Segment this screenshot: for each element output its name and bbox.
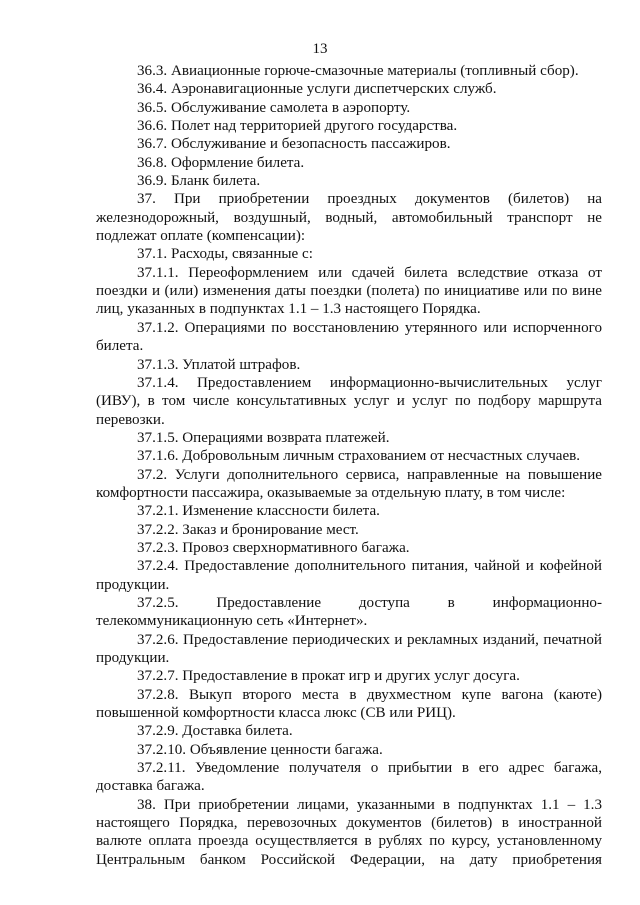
paragraph-37-2-10: 37.2.10. Объявление ценности багажа. bbox=[137, 741, 383, 758]
paragraph-37-2-6: 37.2.6. Предоставление периодических и рекламных изданий, печатной продукции. bbox=[96, 631, 602, 666]
paragraph-37-2: 37.2. Услуги дополнительного сервиса, направленные на повышение комфортности пассажира, оказываемые за отдельную плату, в том числе: bbox=[96, 466, 602, 501]
paragraph-37-2-7: 37.2.7. Предоставление в прокат игр и других услуг досуга. bbox=[137, 668, 520, 685]
paragraph-37-2-8: 37.2.8. Выкуп второго места в двухместном купе вагона (каюте) повышенной комфортности класса люкс (СВ или РИЦ). bbox=[96, 686, 602, 722]
paragraph-37-1-3: 37.1.3. Уплатой штрафов. bbox=[137, 356, 301, 373]
paragraph-37-1-6: 37.1.6. Добровольным личным страхованием от несчастных случаев. bbox=[137, 448, 581, 465]
paragraph-37: 37. При приобретении проездных документов (билетов) на железнодорожный, воздушный, водный, автомобильный транспорт не подлежат оплате (компенсации): bbox=[96, 191, 602, 245]
paragraph-37-2-2: 37.2.2. Заказ и бронирование мест. bbox=[137, 521, 359, 538]
paragraph-38: 38. При приобретении лицами, указанными в подпунктах 1.1 – 1.3 настоящего Порядка, перевозочных документов (билетов) в иностранной валюте оплата проезда осуществляется в рублях по курсу, установленному Центральным банком Российской Федерации, на дату приобретения bbox=[96, 796, 602, 868]
paragraph-37-2-1: 37.2.1. Изменение классности билета. bbox=[137, 503, 380, 520]
paragraph-37-2-4: 37.2.4. Предоставление дополнительного питания, чайной и кофейной продукции. bbox=[96, 558, 602, 593]
paragraph-36-3: 36.3. Авиационные горюче-смазочные материалы (топливный сбор). bbox=[137, 63, 579, 79]
paragraph-36-6: 36.6. Полет над территорией другого государства. bbox=[137, 118, 458, 135]
paragraph-36-4: 36.4. Аэронавигационные услуги диспетчерских служб. bbox=[137, 81, 497, 98]
paragraph-36-5: 36.5. Обслуживание самолета в аэропорту. bbox=[137, 99, 411, 116]
paragraph-36-9: 36.9. Бланк билета. bbox=[137, 173, 261, 190]
paragraph-37-1-4: 37.1.4. Предоставлением информационно-вычислительных услуг (ИВУ), в том числе консультативных услуг и услуг по подбору маршрута перевозки. bbox=[96, 374, 602, 428]
paragraph-37-1-5: 37.1.5. Операциями возврата платежей. bbox=[137, 429, 390, 446]
paragraph-37-2-9: 37.2.9. Доставка билета. bbox=[137, 723, 293, 740]
paragraph-37-1: 37.1. Расходы, связанные с: bbox=[137, 246, 313, 263]
document-body bbox=[96, 62, 602, 869]
paragraph-37-2-11: 37.2.11. Уведомление получателя о прибытии в его адрес багажа, доставка багажа. bbox=[96, 760, 602, 795]
paragraph-37-2-5: 37.2.5. Предоставление доступа в информационно-телекоммуникационную сеть «Интернет». bbox=[96, 594, 602, 630]
paragraph-36-8: 36.8. Оформление билета. bbox=[137, 154, 305, 171]
paragraph-37-2-3: 37.2.3. Провоз сверхнормативного багажа. bbox=[137, 539, 410, 556]
paragraph-37-1-2: 37.1.2. Операциями по восстановлению утерянного или испорченного билета. bbox=[96, 319, 602, 355]
page-number: 13 bbox=[312, 41, 328, 57]
paragraph-37-1-1: 37.1.1. Переоформлением или сдачей билета вследствие отказа от поездки и (или) изменения даты поездки (полета) по инициативе или по вине лиц, указанных в подпунктах 1.1 – 1.3 настоящего Порядка. bbox=[96, 264, 602, 318]
paragraph-36-7: 36.7. Обслуживание и безопасность пассажиров. bbox=[137, 136, 451, 153]
